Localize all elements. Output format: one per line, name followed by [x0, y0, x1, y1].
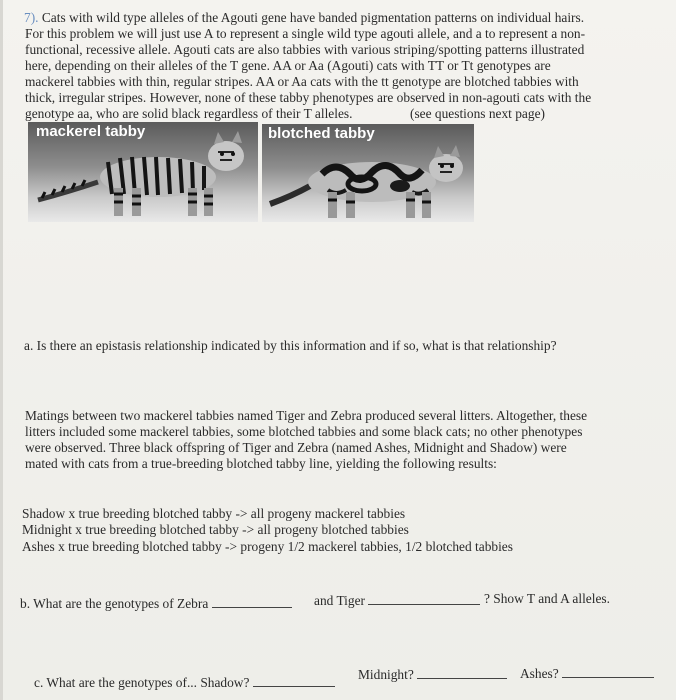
page-edge-shadow — [0, 0, 3, 700]
question-b-tiger-prompt: and Tiger — [314, 593, 365, 608]
result-ashes: Ashes x true breeding blotched tabby -> progeny 1/2 mackerel tabbies, 1/2 blotched tabbies — [22, 539, 513, 554]
question-c-ashes-prompt: Ashes? — [520, 666, 559, 681]
question-c-ashes — [520, 666, 654, 682]
intro-line-6: thick, irregular stripes. However, none of these tabby phenotypes are observed in non-agouti cats with the — [25, 90, 592, 105]
intro-line-3: functional, recessive allele. Agouti cats are also tabbies with various striping/spotting patterns illustrated — [25, 42, 585, 57]
matings-line-1: Matings between two mackerel tabbies named Tiger and Zebra produced several litters. Altogether, these — [25, 408, 588, 423]
question-a: a. Is there an epistasis relationship indicated by this information and if so, what is that relationship? — [24, 338, 557, 353]
intro-line-7: genotype aa, who are solid black regardless of their T alleles. — [25, 106, 353, 121]
intro-line-5: mackerel tabbies with thin, regular stripes. AA or Aa cats with the tt genotype are blotched tabbies with — [25, 74, 579, 89]
question-c-midnight — [358, 667, 507, 683]
intro-line-1 — [24, 10, 584, 26]
ashes-genotype-blank[interactable] — [562, 667, 654, 678]
intro-line-4: here, depending on their alleles of the T gene. AA or Aa (Agouti) cats with TT or Tt genotypes are — [25, 58, 551, 73]
tiger-genotype-blank[interactable] — [368, 594, 480, 605]
question-c — [34, 675, 335, 691]
question-b-zebra-prompt: b. What are the genotypes of Zebra — [20, 596, 209, 611]
matings-line-4: mated with cats from a true-breeding blotched tabby line, yielding the following results: — [25, 456, 497, 471]
matings-line-2: litters included some mackerel tabbies, some blotched tabbies and some black cats; no other phenotypes — [25, 424, 583, 439]
matings-line-3: were observed. Three black offspring of Tiger and Zebra (named Ashes, Midnight and Shadow) were — [25, 440, 567, 455]
see-next-page-note: (see questions next page) — [410, 106, 545, 121]
question-b — [20, 596, 292, 612]
shadow-genotype-blank[interactable] — [253, 676, 335, 687]
question-c-shadow-prompt: c. What are the genotypes of... Shadow? — [34, 675, 250, 690]
question-b-tiger — [314, 593, 480, 609]
question-c-midnight-prompt: Midnight? — [358, 667, 414, 682]
intro-text-1: Cats with wild type alleles of the Agouti gene have banded pigmentation patterns on individual hairs. — [41, 10, 585, 25]
question-number: 7). — [24, 10, 39, 25]
blotched-tabby-label: blotched tabby — [268, 125, 375, 142]
result-shadow: Shadow x true breeding blotched tabby -> all progeny mackerel tabbies — [22, 506, 406, 521]
question-b-instruction: ? Show T and A alleles. — [484, 591, 610, 606]
intro-line-2: For this problem we will just use A to represent a single wild type agouti allele, and a to represent a non- — [25, 26, 586, 41]
midnight-genotype-blank[interactable] — [417, 668, 507, 679]
result-midnight: Midnight x true breeding blotched tabby -> all progeny blotched tabbies — [22, 522, 409, 537]
mackerel-tabby-label: mackerel tabby — [36, 123, 146, 140]
zebra-genotype-blank[interactable] — [212, 597, 292, 608]
